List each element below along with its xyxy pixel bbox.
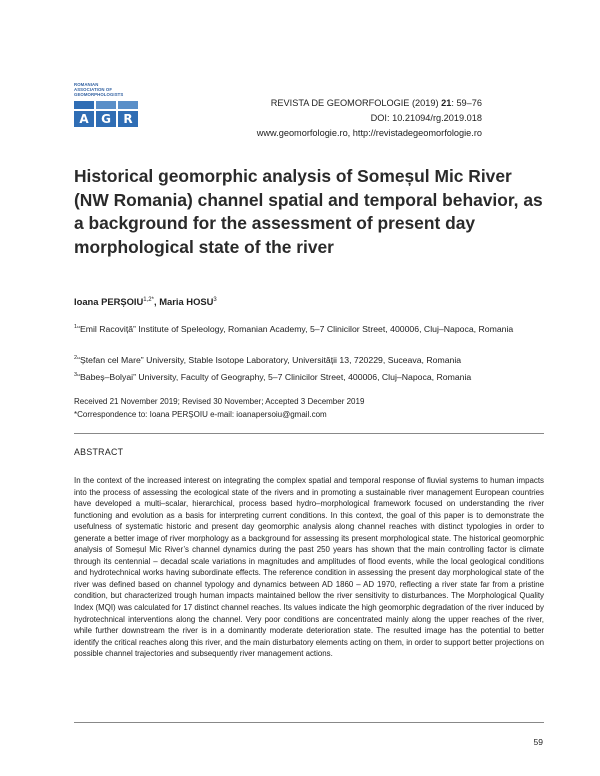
author-list: Ioana $PERȘOIU^{1,2*}$, Maria HOSU$^3$ <box>74 296 217 307</box>
affiliation-3: $^3$“Babeș–Bolyai” University, Faculty of Geography, 5–7 Clinicilor Street, 400006, Cluj–Napoca, Romania <box>74 371 472 382</box>
received-dates: Received 21 November 2019; Revised 30 November; Accepted 3 December 2019 <box>74 397 365 406</box>
abstract-text: In the context of the increased interest on integrating the complex spatial and temporal response of fluvial systems to human impacts into the process of assessing the ecological state of the rivers and in promoting a sustainable river management European countries have developed a multi–scalar, hierarchical, process based hydro–morphological framework focused on understanding the river functioning and evolution as a basis for interpreting current conditions. In this context, the goal of this paper is to demonstrate the usefulness of systematic historic and present day geomorphic analysis along channel reaches with distinct typologies in order to generate a better image of river morphology as a background for assessing its present morphological state. The historical geomorphic analysis of Someșul Mic River’s channel dynamics during the past 250 years has shown that the main controlling factor is climate through its centennial – decadal scale variations in magnitudes and amplitudes of flood events, while the local geological conditions and hydrotechnical works having subordinate effects. The reference condition in assessing the present day morphological state of the river was defined based on channel typology and dynamics between AD 1860 – AD 1970, reflecting a river state far from a pristine condition, but characterized trough human impacts maintained bellow the river sensitivity to disturbances. The Morphological Quality Index (MQI) was calculated for 17 distinct channel reaches. Its values indicate the high geomorphic degradation of the river induced by hydrotechnical interventions along the channel. Very poor conditions are concentrated mainly along the upper reaches of the river, while further downstream the river is in a dominantly moderate deterioration state. The resulted image has the potential to better identify the critical reaches along this river, and the main disturbatory elements acting on them, in order to support better projections on possible channel trajectories and subsequently river management actions. <box>74 476 544 659</box>
journal-header <box>202 96 482 142</box>
logo-letter-g: G <box>96 111 116 127</box>
agr-logo <box>74 82 136 144</box>
correspondence: *Correspondence to: Ioana PERȘOIU e-mail: ioanapersoiu@gmail.com <box>74 409 327 419</box>
author-name: Ioana PERȘOIU <box>74 296 144 307</box>
logo-top-bars <box>74 101 138 109</box>
journal-websites: www.geomorfologie.ro, http://revistadegeomorfologie.ro <box>256 128 482 139</box>
page-number: 59 <box>533 737 543 747</box>
affiliation-2: $^2$“Ștefan cel Mare” University, Stable Isotope Laboratory, Universității 13, 720229, Suceava, Romania <box>74 354 462 365</box>
divider <box>74 433 544 434</box>
logo-letters <box>74 111 138 127</box>
journal-citation: REVISTA DE GEOMORFOLOGIE (2019) 21: 59–76 <box>270 98 482 108</box>
journal-doi: DOI: 10.21094/rg.2019.018 <box>370 113 482 124</box>
affiliation-1: $^1$“Emil Racoviță” Institute of Speleology, Romanian Academy, 5–7 Clinicilor Street, 400006, Cluj–Napoca, Romania <box>74 323 514 334</box>
logo-letter-a: A <box>74 111 94 127</box>
author-name: Maria HOSU <box>159 296 214 307</box>
logo-org-name: ROMANIAN ASSOCIATION OF GEOMORPHOLOGISTS <box>74 82 124 97</box>
abstract-heading: ABSTRACT <box>74 447 124 457</box>
article-dates <box>74 396 364 421</box>
divider <box>74 722 544 723</box>
paper-title: Historical geomorphic analysis of Someșul Mic River (NW Romania) channel spatial and temporal behavior, as a background for the assessment of present day morphological state of the river <box>74 166 543 257</box>
logo-letter-r: R <box>118 111 138 127</box>
